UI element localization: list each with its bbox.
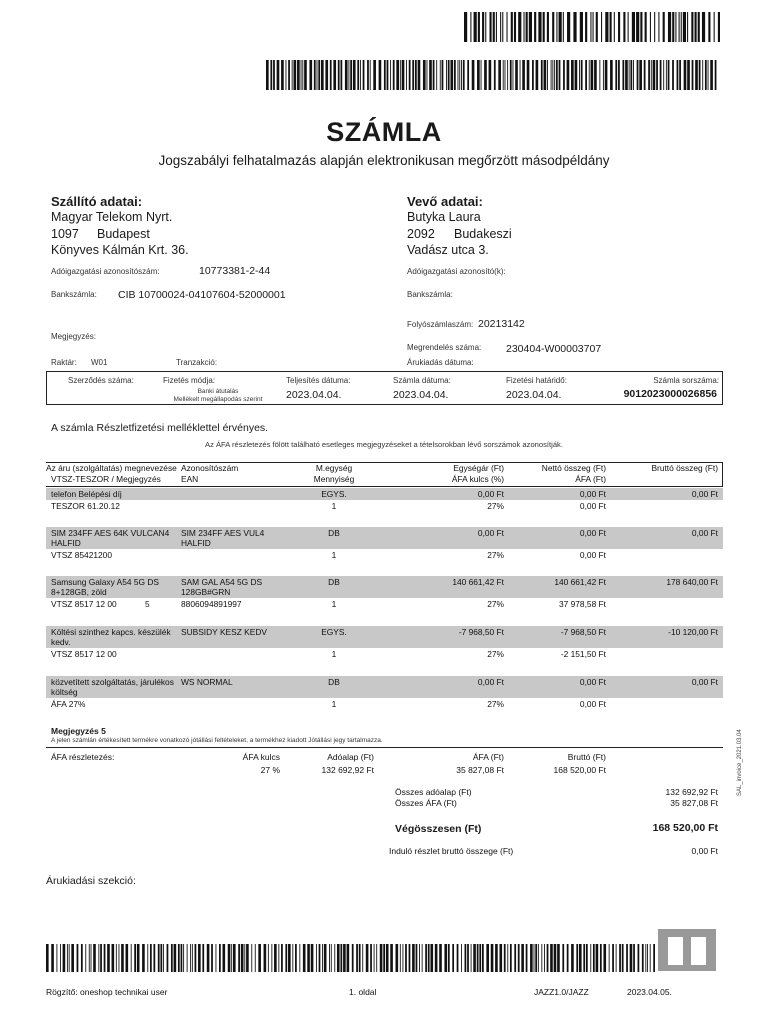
item-name: Samsung Galaxy A54 5G DS [51, 576, 159, 587]
account-label: Folyószámlaszám: [407, 320, 474, 329]
barcode-bottom [46, 944, 655, 972]
item-vat-rate: 27% [487, 599, 504, 609]
vat-summary-vat: 35 827,08 Ft [456, 765, 504, 775]
seller-street: Könyves Kálmán Krt. 36. [51, 243, 189, 257]
item-vat: -2 151,50 Ft [560, 649, 606, 659]
item-ean: 8806094891997 [181, 599, 242, 609]
serial-label: Számla sorszáma: [653, 376, 719, 385]
item-gross: 178 640,00 Ft [666, 576, 718, 587]
col-header-vtsz: VTSZ-TESZOR / Megjegyzés [51, 474, 161, 484]
item-vat: 37 978,58 Ft [558, 599, 606, 609]
page-number: 1. oldal [349, 987, 377, 997]
account-value: 20213142 [478, 318, 525, 330]
vat-summary-base: 132 692,92 Ft [321, 765, 374, 775]
total-base-label: Összes adóalap (Ft) [395, 787, 472, 797]
total-base-value: 132 692,92 Ft [665, 787, 718, 797]
item-vat-rate: 27% [487, 501, 504, 511]
item-unit: DB [328, 676, 340, 687]
recorder-label: Rögzítő: [46, 987, 78, 997]
print-date: 2023.04.05. [627, 987, 672, 997]
item-name-cont: kedv. [51, 637, 71, 647]
col-header-gross: Bruttó összeg (Ft) [651, 463, 718, 473]
contract-label: Szerződés száma: [68, 376, 134, 385]
invoice-date-label: Számla dátuma: [393, 376, 451, 385]
item-vat-rate: 27% [487, 649, 504, 659]
item-id: SIM 234FF AES VUL4 [181, 527, 265, 538]
item-qty: 1 [331, 550, 337, 560]
seller-city: Budapest [97, 227, 150, 241]
item-id-cont: 128GB#GRN [181, 587, 231, 597]
order-value: 230404-W00003707 [506, 343, 602, 355]
payment-value-2: Mellékelt megállapodás szerint [173, 396, 263, 403]
delivery-date-label: Árukiadás dátuma: [407, 358, 474, 367]
item-net: 0,00 Ft [579, 488, 606, 499]
item-unit: DB [328, 527, 340, 538]
item-id: WS NORMAL [181, 676, 233, 687]
warehouse-value: W01 [91, 358, 108, 367]
barcode-top-long [266, 60, 720, 90]
item-vtsz: VTSZ 8517 12 00 [51, 649, 117, 659]
installment-note: A számla Részletfizetési melléklettel érvényes. [51, 422, 269, 434]
vat-summary-header-rate: ÁFA kulcs [242, 752, 280, 762]
vat-summary-gross: 168 520,00 Ft [553, 765, 606, 775]
item-name: telefon Belépési díj [51, 488, 122, 499]
serial-value: 9012023000026856 [623, 388, 717, 400]
fulfil-date-value: 2023.04.04. [286, 389, 342, 401]
vat-note: Az ÁFA részletezés fölött található esetleges megjegyzéseket a tételsorokban lévő sorszámok azonosítják. [205, 440, 563, 449]
item-vat: 0,00 Ft [579, 550, 606, 560]
item-note-ref: 5 [145, 599, 150, 609]
item-unit: EGYS. [321, 488, 347, 499]
barcode-top-short [464, 12, 720, 42]
vat-summary-header-vat: ÁFA (Ft) [472, 752, 504, 762]
recorder-value: oneshop technikai user [80, 987, 168, 997]
item-id: SUBSIDY KESZ KEDV [181, 626, 267, 637]
item-net: 0,00 Ft [579, 527, 606, 538]
initial-installment-label: Induló részlet bruttó összege (Ft) [389, 846, 514, 856]
seller-note-label: Megjegyzés: [51, 332, 96, 341]
item-id: SAM GAL A54 5G DS [181, 576, 263, 587]
vat-summary-header-base: Adóalap (Ft) [327, 752, 374, 762]
buyer-zip: 2092 [407, 227, 435, 241]
item-unit: DB [328, 576, 340, 587]
total-vat-label: Összes ÁFA (Ft) [395, 798, 457, 808]
status-stamp-icon [658, 929, 716, 971]
item-net: 0,00 Ft [579, 676, 606, 687]
vat-summary-header-gross: Bruttó (Ft) [567, 752, 606, 762]
item-vtsz: VTSZ 8517 12 00 [51, 599, 117, 609]
item-vtsz: VTSZ 85421200 [51, 550, 112, 560]
item-qty: 1 [331, 501, 337, 511]
item-net: 140 661,42 Ft [554, 576, 606, 587]
item-name: Költési szinthez kapcs. készülék [51, 626, 171, 637]
item-unit-price: 0,00 Ft [477, 527, 504, 538]
col-header-ean: EAN [181, 474, 199, 484]
buyer-bank-label: Bankszámla: [407, 290, 453, 299]
fulfil-date-label: Teljesítés dátuma: [286, 376, 351, 385]
seller-bank-label: Bankszámla: [51, 290, 97, 299]
col-header-qty: Mennyiség [313, 474, 355, 484]
vat-summary-label: ÁFA részletezés: [51, 752, 115, 762]
item-qty: 1 [331, 649, 337, 659]
seller-bank-value: CIB 10700024-04107604-52000001 [118, 289, 286, 301]
seller-zip: 1097 [51, 227, 79, 241]
payment-value-1: Banki átutalás [197, 388, 239, 395]
buyer-name: Butyka Laura [407, 210, 481, 224]
warehouse-label: Raktár: [51, 358, 77, 367]
item-unit: EGYS. [321, 626, 347, 637]
item-vtsz: ÁFA 27% [51, 699, 86, 709]
col-header-vat: ÁFA (Ft) [575, 474, 606, 484]
item-vat-rate: 27% [487, 699, 504, 709]
system-code: JAZZ1.0/JAZZ [534, 987, 589, 997]
col-header-name: Az áru (szolgáltatás) megnevezése [46, 463, 177, 473]
item-unit-price: -7 968,50 Ft [458, 626, 504, 637]
item-vat-rate: 27% [487, 550, 504, 560]
item-qty: 1 [331, 599, 337, 609]
buyer-tax-label: Adóigazgatási azonosító(k): [407, 267, 506, 276]
seller-name: Magyar Telekom Nyrt. [51, 210, 173, 224]
due-date-label: Fizetési határidő: [506, 376, 567, 385]
order-label: Megrendelés száma: [407, 343, 482, 352]
item-id-cont: HALFID [181, 538, 211, 548]
col-header-id: Azonosítószám [181, 463, 239, 473]
item-name-cont: HALFID [51, 538, 81, 548]
seller-tax-value: 10773381-2-44 [199, 265, 271, 277]
buyer-heading: Vevő adatai: [407, 194, 483, 209]
item-vat: 0,00 Ft [579, 501, 606, 511]
page-title: SZÁMLA [326, 117, 442, 147]
seller-tax-label: Adóigazgatási azonosítószám: [51, 267, 160, 276]
item-gross: 0,00 Ft [691, 488, 718, 499]
side-code: SAL_invoice_2021.03.04 [737, 729, 743, 796]
transaction-label: Tranzakció: [176, 358, 218, 367]
grand-total-label: Végösszesen (Ft) [395, 823, 482, 835]
col-header-unit-price: Egységár (Ft) [453, 463, 504, 473]
col-header-vat-rate: ÁFA kulcs (%) [451, 474, 504, 484]
col-header-unit: M.egység [315, 463, 353, 473]
initial-installment-value: 0,00 Ft [691, 846, 718, 856]
payment-label: Fizetés módja: [163, 376, 216, 385]
invoice-date-value: 2023.04.04. [393, 389, 449, 401]
item-gross: -10 120,00 Ft [668, 626, 718, 637]
due-date-value: 2023.04.04. [506, 389, 562, 401]
col-header-net: Nettó összeg (Ft) [541, 463, 606, 473]
buyer-city: Budakeszi [454, 227, 512, 241]
page-subtitle: Jogszabályi felhatalmazás alapján elektronikusan megőrzött másodpéldány [158, 153, 610, 168]
item-qty: 1 [331, 699, 337, 709]
item-unit-price: 0,00 Ft [477, 488, 504, 499]
grand-total-value: 168 520,00 Ft [652, 822, 718, 834]
item-vat: 0,00 Ft [579, 699, 606, 709]
item-name: közvetített szolgáltatás, járulékos [51, 676, 174, 687]
item-name: SIM 234FF AES 64K VULCAN4 [51, 527, 170, 538]
vat-summary-rate: 27 % [260, 765, 280, 775]
item-name-cont: költség [51, 687, 78, 697]
item-unit-price: 0,00 Ft [477, 676, 504, 687]
buyer-street: Vadász utca 3. [407, 243, 489, 257]
seller-heading: Szállító adatai: [51, 194, 143, 209]
total-vat-value: 35 827,08 Ft [670, 798, 718, 808]
item-unit-price: 140 661,42 Ft [452, 576, 504, 587]
item-vtsz: TESZOR 61.20.12 [51, 501, 120, 511]
delivery-section: Árukiadási szekció: [46, 875, 136, 887]
remark-text: A jelen számlán értékesített termékre vonatkozó jótállási feltételeket, a termékhez kiadott Jótállási jegy tartalmazza. [51, 737, 383, 744]
remark-title: Megjegyzés 5 [51, 726, 106, 736]
item-net: -7 968,50 Ft [560, 626, 606, 637]
item-name-cont: 8+128GB, zöld [51, 587, 107, 597]
item-gross: 0,00 Ft [691, 527, 718, 538]
item-gross: 0,00 Ft [691, 676, 718, 687]
